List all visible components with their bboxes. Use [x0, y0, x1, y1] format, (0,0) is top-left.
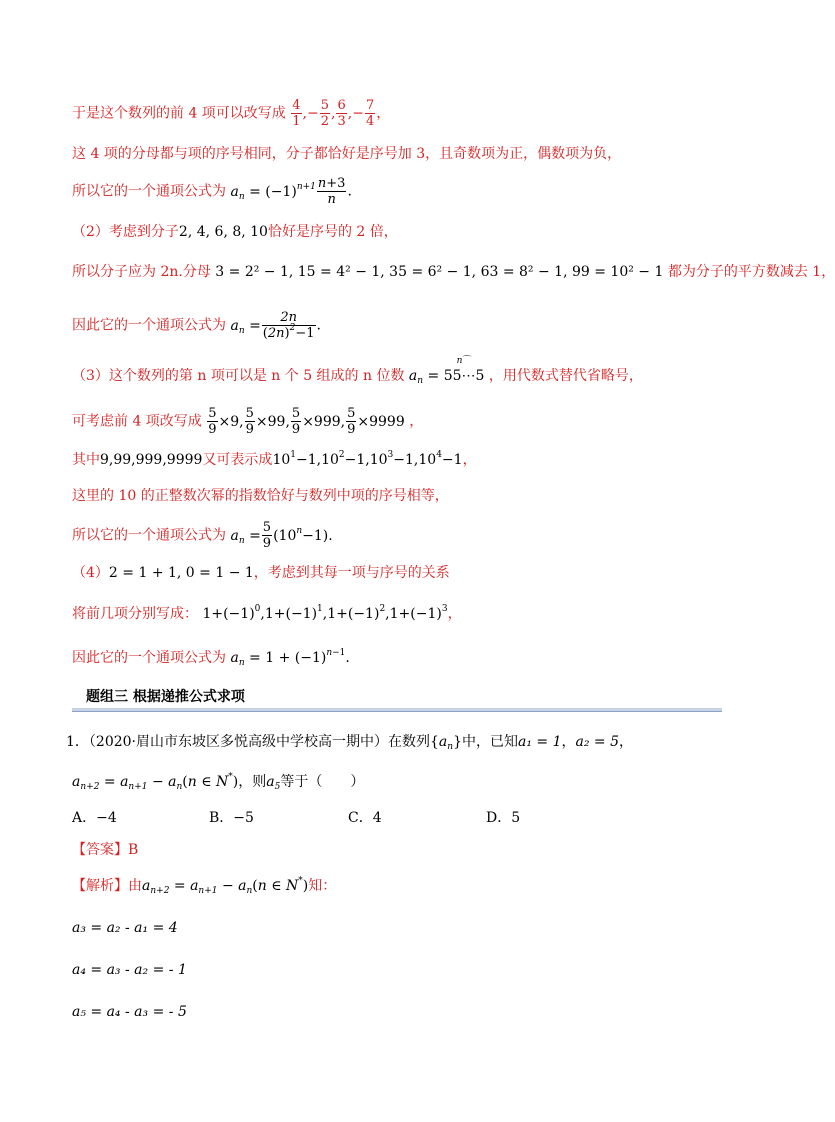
answer-value: B — [128, 842, 139, 858]
text-line-2: 这 4 项的分母都与项的序号相同，分子都恰好是序号加 3，且奇数项为正，偶数项为负， — [72, 146, 622, 162]
line-9-mid: 又可表示成 — [202, 452, 273, 468]
fraction: $\frac{4}{1}$ — [292, 98, 301, 129]
line-11-text: 所以它的一个通项公式为 — [72, 527, 226, 544]
answer-line — [72, 840, 138, 860]
step-3: a₅ = a₄ - a₃ = - 5 — [72, 1004, 187, 1020]
text-line-4 — [72, 222, 398, 242]
fraction: $\frac{n+3}{n}$ — [317, 176, 346, 207]
fraction: $\frac{5}{9}$ — [262, 520, 272, 551]
text-line-13: 将前几项分别写成： $1+(-1)^0,1+(-1)^1,1+(-1)^2,1+(-1)^3$， — [72, 604, 462, 622]
option-a: A．−4 — [72, 810, 117, 826]
analysis-line — [72, 876, 336, 896]
question-text: 在数列 — [388, 734, 430, 750]
text-line-11: 所以它的一个通项公式为 $a_n$ = $\frac{5}{9}$ $(10^n-1)$. — [72, 520, 333, 551]
formula: $1+(-1)^0,1+(-1)^1,1+(-1)^2,1+(-1)^3$ — [202, 604, 448, 622]
question-source: （2020·眉山市东坡区多悦高级中学校高一期中） — [88, 734, 388, 750]
sequence-symbol: $\{a_n\}$ — [430, 734, 462, 752]
analysis-text: 由 — [128, 878, 142, 894]
fraction: $\frac{2n}{(2n)^2-1}$ — [262, 310, 315, 341]
even-sequence: 2, 4, 6, 8, 10 — [178, 224, 268, 240]
text-line-1: 于是这个数列的前 4 项可以改写成 $\frac{4}{1}$ ,− $\frac{5}{2}$ , $\frac{6}{3}$ ,− $\frac{7}{4}$ ， — [72, 98, 391, 129]
recurrence-formula: $a_{n+2} = a_{n+1} - a_n(n$ ∈ N*) — [142, 876, 309, 896]
line-6-text: 因此它的一个通项公式为 — [72, 317, 226, 334]
text-line-14 — [72, 648, 350, 668]
fraction: $\frac{6}{3}$ — [337, 98, 346, 129]
option-b: B．−5 — [209, 810, 254, 826]
text-line-9: 其中9,99,999,9999又可表示成$10^1-1,10^2-1,10^3-1,10^4-1$， — [72, 450, 477, 468]
question-text: 中，已知 — [462, 734, 518, 750]
step-2: a₄ = a₃ - a₂ = - 1 — [72, 962, 187, 978]
line-7-text: （3）这个数列的第 n 项可以是 n 个 5 组成的 n 位数 — [72, 368, 405, 384]
formula: 2 = 1 + 1, 0 = 1 − 1 — [108, 565, 254, 581]
fraction: $\frac{5}{2}$ — [320, 98, 330, 129]
formula: $a_n = 1 + (-1)^{n-1}$. — [230, 648, 350, 668]
condition-a2: a₂ = 5 — [575, 734, 619, 750]
text-line-6: 因此它的一个通项公式为 $a_n$ = $\frac{2n}{(2n)^2-1}$ . — [72, 310, 321, 341]
line-13-text: 将前几项分别写成： — [72, 606, 198, 622]
option-d: D．5 — [486, 810, 521, 826]
text-line-5 — [72, 262, 835, 282]
question-line-2 — [72, 772, 364, 792]
line-7-suffix: ，用代数式替代省略号， — [488, 368, 643, 384]
analysis-text: 知： — [308, 878, 337, 894]
line-8-text: 可考虑前 4 项改写成 — [72, 413, 202, 430]
step-1: a₃ = a₂ - a₁ = 4 — [72, 920, 178, 936]
powers-expression: $10^1-1,10^2-1,10^3-1,10^4-1$ — [272, 450, 463, 468]
rewritten-terms: $\frac{5}{9}$ ×9, $\frac{5}{9}$ ×99, $\frac{5}{9}$ ×999, $\frac{5}{9}$ ×9999 — [208, 406, 405, 437]
line-4-text: （2）考虑到分子 — [72, 224, 179, 240]
line-4-suffix: 恰好是序号的 2 倍， — [267, 224, 398, 240]
text-line-10: 这里的 10 的正整数次幂的指数恰好与数列中项的序号相等， — [72, 488, 449, 504]
question-text: 等于（ ） — [280, 774, 365, 790]
denominator-expression: 3 = 2² − 1, 15 = 4² − 1, 35 = 6² − 1, 63 = 8² − 1, 99 = 10² − 1 — [215, 264, 664, 280]
text-line-12 — [72, 563, 450, 583]
formula: $a_n$ = — [230, 317, 261, 336]
nines-sequence: 9,99,999,9999 — [100, 452, 203, 468]
line-14-text: 因此它的一个通项公式为 — [72, 650, 226, 666]
option-c: C．4 — [348, 810, 382, 826]
fraction: $\frac{7}{4}$ — [365, 98, 375, 129]
section-title: 题组三 根据递推公式求项 — [86, 689, 245, 705]
line-5-text: 所以分子应为 2n.分母 — [72, 264, 211, 280]
line-12-suffix: ，考虑到其每一项与序号的关系 — [253, 565, 450, 581]
formula: $a_n$ = n⌒ 55⋯5 — [408, 356, 485, 386]
line-9-text: 其中 — [72, 452, 100, 468]
recurrence-formula: $a_{n+2} = a_{n+1} - a_n(n$ ∈ N*) — [72, 772, 239, 792]
question-line-1: 1．（2020·眉山市东坡区多悦高级中学校高一期中）在数列$\{a_n\}$中，已知a₁ = 1，a₂ = 5， — [66, 734, 633, 752]
text-line-8: 可考虑前 4 项改写成 $\frac{5}{9}$ ×9, $\frac{5}{9}$ ×99, $\frac{5}{9}$ ×999, $\frac{5}{9}$ ×9999 ， — [72, 406, 424, 437]
text-line-3: 所以它的一个通项公式为 $a_n = (-1)^{n+1}$ $\frac{n+3}{n}$ . — [72, 176, 352, 207]
line-5-suffix: 都为分子的平方数减去 1， — [667, 264, 835, 280]
question-number: 1． — [66, 734, 89, 750]
text-line-7 — [72, 356, 643, 386]
question-text: ，则 — [238, 774, 267, 790]
answer-label: 【答案】 — [72, 842, 128, 858]
section-divider — [72, 708, 722, 712]
analysis-label: 【解析】 — [72, 878, 128, 894]
condition-a1: a₁ = 1 — [518, 734, 562, 750]
line-1-text: 于是这个数列的前 4 项可以改写成 — [72, 105, 286, 122]
formula: $a_n$ = — [230, 527, 261, 546]
line-12-text: （4） — [72, 565, 109, 581]
line-3-text: 所以它的一个通项公式为 — [72, 183, 226, 200]
formula: $a_n = (-1)^{n+1}$ — [230, 181, 316, 202]
a5-symbol: $a_5$ — [266, 774, 281, 792]
